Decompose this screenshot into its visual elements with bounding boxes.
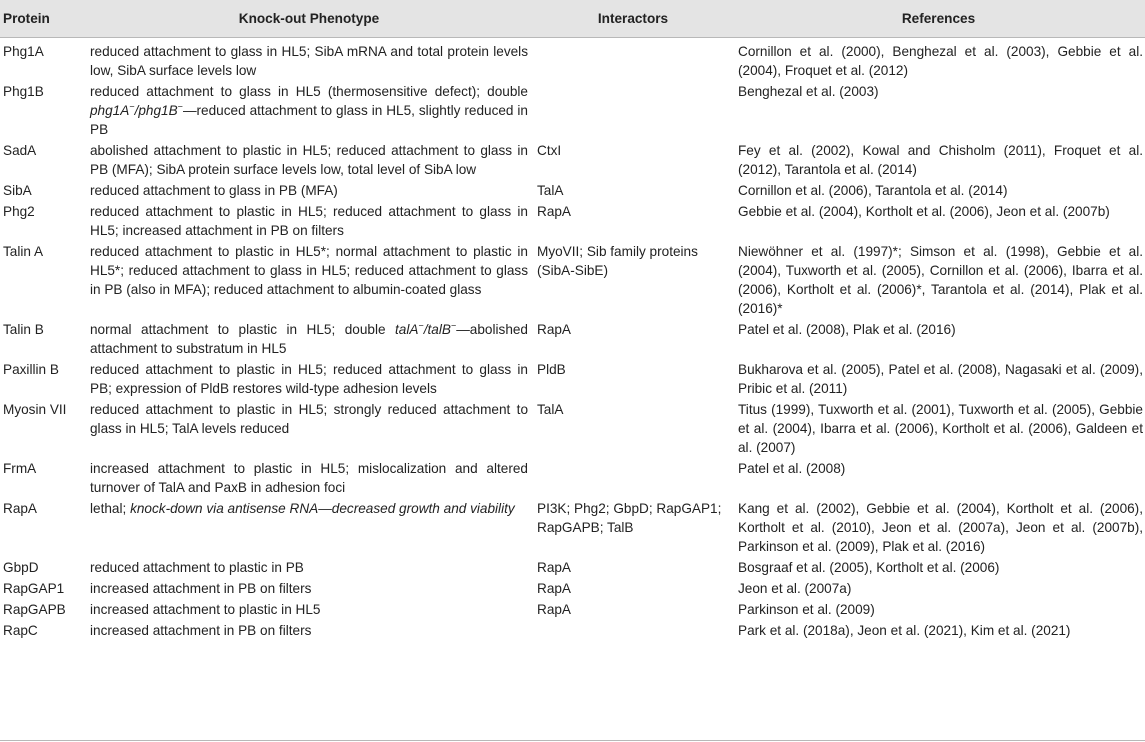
- phenotype-cell: abolished attachment to plastic in HL5; reduced attachment to glass in PB (MFA); SibA protein surface levels low, total level of SibA low: [90, 143, 528, 177]
- protein-cell: Myosin VII: [3, 402, 67, 417]
- references-cell: Bukharova et al. (2005), Patel et al. (2008), Nagasaki et al. (2009), Pribic et al. (2011): [738, 362, 1143, 396]
- references-cell: Gebbie et al. (2004), Kortholt et al. (2006), Jeon et al. (2007b): [738, 204, 1110, 219]
- references-cell: Jeon et al. (2007a): [738, 581, 852, 596]
- header-references: References: [735, 0, 1145, 38]
- table-row: [0, 180, 1145, 201]
- references-cell: Cornillon et al. (2006), Tarantola et al. (2014): [738, 183, 1008, 198]
- interactors-cell: RapA: [537, 581, 572, 596]
- references-cell: Patel et al. (2008): [738, 461, 846, 476]
- protein-cell: RapA: [3, 501, 38, 516]
- phenotype-text: lethal;: [90, 501, 131, 516]
- references-cell: Park et al. (2018a), Jeon et al. (2021), Kim et al. (2021): [738, 623, 1071, 638]
- table-row: [0, 359, 1145, 399]
- table-row: [0, 399, 1145, 458]
- protein-cell: FrmA: [3, 461, 37, 476]
- protein-cell: SibA: [3, 183, 32, 198]
- table-row: [0, 458, 1145, 498]
- slash: /: [423, 322, 428, 337]
- table-row: [0, 620, 1145, 643]
- phenotype-text: —abolished attachment to substratum in HL5: [90, 322, 528, 356]
- minus-superscript: −: [418, 320, 424, 331]
- table-row: [0, 319, 1145, 359]
- interactors-cell: [534, 458, 735, 498]
- references-cell: Fey et al. (2002), Kowal and Chisholm (2011), Froquet et al. (2012), Tarantola et al. (2014): [738, 143, 1143, 177]
- interactors-cell: [534, 38, 735, 82]
- table-row: [0, 599, 1145, 620]
- interactors-cell: PI3K; Phg2; GbpD; RapGAP1; RapGAPB; TalB: [537, 501, 722, 535]
- phenotype-cell: reduced attachment to plastic in HL5; reduced attachment to glass in HL5; increased attachment in PB on filters: [90, 204, 528, 238]
- interactors-cell: TalA: [537, 402, 564, 417]
- phenotype-cell: [87, 319, 534, 359]
- table-row: [0, 557, 1145, 578]
- table-row: [0, 578, 1145, 599]
- table-row: [0, 81, 1145, 140]
- phenotype-cell: reduced attachment to glass in PB (MFA): [90, 183, 338, 198]
- gene-name: phg1A: [90, 103, 130, 118]
- references-cell: Parkinson et al. (2009): [738, 602, 875, 617]
- minus-superscript: −: [177, 101, 183, 112]
- phenotype-cell: reduced attachment to glass in HL5; SibA mRNA and total protein levels low, SibA surface levels low: [90, 44, 528, 78]
- table-header: [0, 0, 1145, 38]
- protein-cell: RapC: [3, 623, 38, 638]
- phenotype-cell: reduced attachment to plastic in HL5; reduced attachment to glass in PB; expression of PldB restores wild-type adhesion levels: [90, 362, 528, 396]
- references-cell: Benghezal et al. (2003): [738, 84, 879, 99]
- phenotype-cell: increased attachment to plastic in HL5: [90, 602, 321, 617]
- phenotype-text: normal attachment to plastic in HL5; double: [90, 322, 396, 337]
- phenotype-cell: [87, 498, 534, 557]
- phenotype-cell: increased attachment in PB on filters: [90, 623, 312, 638]
- phenotype-text: reduced attachment to glass in HL5 (thermosensitive defect); double: [90, 84, 528, 99]
- header-interactors: Interactors: [534, 0, 735, 38]
- interactors-cell: MyoVII; Sib family proteins (SibA-SibE): [537, 244, 698, 278]
- references-cell: Niewöhner et al. (1997)*; Simson et al. (1998), Gebbie et al. (2004), Tuxworth et al. (2005), Cornillon et al. (2006), Ibarra et al. (2006), Kortholt et al. (2006)*, Tarantola et al. (2014), Plak et al. (2016)*: [738, 244, 1143, 316]
- interactors-cell: TalA: [537, 183, 564, 198]
- table-row: [0, 201, 1145, 241]
- slash: /: [134, 103, 139, 118]
- header-protein: Protein: [0, 0, 87, 38]
- table-row: [0, 38, 1145, 82]
- references-cell: Kang et al. (2002), Gebbie et al. (2004), Kortholt et al. (2006), Kortholt et al. (2010), Jeon et al. (2007a), Jeon et al. (2007b), Parkinson et al. (2009), Plak et al. (2016): [738, 501, 1143, 554]
- references-cell: Titus (1999), Tuxworth et al. (2001), Tuxworth et al. (2005), Gebbie et al. (2004), Ibarra et al. (2006), Kortholt et al. (2006), Galdeen et al. (2007): [738, 402, 1143, 455]
- gene-name: talB: [427, 322, 451, 337]
- table-body: [0, 38, 1145, 644]
- phenotype-cell: reduced attachment to plastic in HL5*; normal attachment to plastic in HL5*; reduced attachment to glass in HL5; reduced attachment to glass in PB (also in MFA); reduced attachment to albumin-coated glass: [90, 244, 528, 297]
- phenotype-cell: reduced attachment to plastic in PB: [90, 560, 304, 575]
- protein-cell: Phg1B: [3, 84, 44, 99]
- interactors-cell: CtxI: [537, 143, 562, 158]
- interactors-cell: RapA: [537, 322, 572, 337]
- header-phenotype: Knock-out Phenotype: [87, 0, 534, 38]
- table-bottom-rule: [0, 740, 1145, 741]
- table-row: [0, 241, 1145, 319]
- interactors-cell: PldB: [537, 362, 566, 377]
- protein-cell: Phg1A: [3, 44, 44, 59]
- phenotype-cell: increased attachment to plastic in HL5; mislocalization and altered turnover of TalA and PaxB in adhesion foci: [90, 461, 528, 495]
- phenotype-text: —reduced attachment to glass in HL5, slightly reduced in PB: [90, 103, 528, 137]
- protein-cell: RapGAPB: [3, 602, 66, 617]
- references-cell: Bosgraaf et al. (2005), Kortholt et al. (2006): [738, 560, 1000, 575]
- protein-cell: GbpD: [3, 560, 39, 575]
- interactors-cell: [534, 620, 735, 643]
- protein-cell: Phg2: [3, 204, 35, 219]
- phenotype-cell: [87, 81, 534, 140]
- phenotype-italic-text: knock-down via antisense RNA—decreased growth and viability: [130, 501, 515, 516]
- header-row: [0, 0, 1145, 38]
- minus-superscript: −: [129, 101, 135, 112]
- gene-name: talA: [395, 322, 419, 337]
- protein-cell: SadA: [3, 143, 37, 158]
- protein-cell: Talin A: [3, 244, 44, 259]
- references-cell: Cornillon et al. (2000), Benghezal et al. (2003), Gebbie et al. (2004), Froquet et al. (2012): [738, 44, 1143, 78]
- table-row: [0, 498, 1145, 557]
- minus-superscript: −: [450, 320, 457, 331]
- protein-cell: RapGAP1: [3, 581, 65, 596]
- phenotype-cell: reduced attachment to plastic in HL5; strongly reduced attachment to glass in HL5; TalA levels reduced: [90, 402, 528, 436]
- table-row: [0, 140, 1145, 180]
- interactors-cell: RapA: [537, 204, 572, 219]
- interactors-cell: [534, 81, 735, 140]
- protein-cell: Talin B: [3, 322, 44, 337]
- phenotype-cell: increased attachment in PB on filters: [90, 581, 312, 596]
- interactors-cell: RapA: [537, 560, 572, 575]
- interactors-cell: RapA: [537, 602, 572, 617]
- references-cell: Patel et al. (2008), Plak et al. (2016): [738, 322, 956, 337]
- gene-name: phg1B: [138, 103, 178, 118]
- protein-cell: Paxillin B: [3, 362, 59, 377]
